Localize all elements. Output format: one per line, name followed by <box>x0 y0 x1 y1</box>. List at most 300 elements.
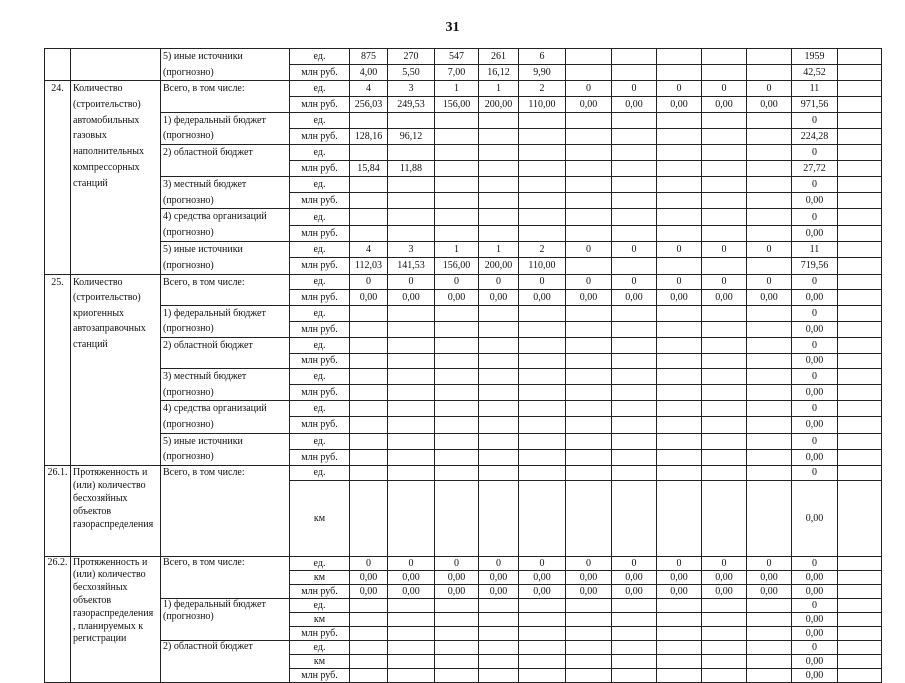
funding-source: 3) местный бюджет (прогнозно) <box>161 369 290 401</box>
value-cell <box>435 480 479 556</box>
value-cell <box>388 626 435 640</box>
value-cell <box>479 401 519 417</box>
value-cell <box>657 369 702 385</box>
value-cell: 0,00 <box>388 584 435 598</box>
value-cell <box>435 353 479 369</box>
value-cell: 0 <box>612 241 657 257</box>
funding-source: Всего, в том числе: <box>161 465 290 556</box>
value-cell <box>657 112 702 128</box>
unit-cell: ед. <box>290 556 350 570</box>
value-cell <box>657 258 702 274</box>
value-cell: 128,16 <box>350 128 388 144</box>
funding-source: 2) областной бюджет <box>161 337 290 368</box>
value-cell: 0,00 <box>657 96 702 112</box>
value-cell <box>566 369 612 385</box>
value-cell <box>519 128 566 144</box>
value-cell <box>612 49 657 65</box>
value-cell: 875 <box>350 49 388 65</box>
value-cell: 0 <box>747 81 792 97</box>
value-cell <box>612 401 657 417</box>
value-cell <box>388 449 435 465</box>
value-cell <box>388 654 435 668</box>
value-cell <box>612 353 657 369</box>
value-cell: 0,00 <box>388 290 435 306</box>
extra-cell <box>838 612 882 626</box>
value-cell <box>435 433 479 449</box>
value-cell <box>479 612 519 626</box>
total-cell: 719,56 <box>792 258 838 274</box>
total-cell: 0,00 <box>792 612 838 626</box>
extra-cell <box>838 81 882 97</box>
value-cell: 270 <box>388 49 435 65</box>
value-cell <box>566 337 612 353</box>
total-cell: 0 <box>792 433 838 449</box>
value-cell <box>519 417 566 433</box>
total-cell: 1959 <box>792 49 838 65</box>
value-cell <box>479 112 519 128</box>
value-cell: 0 <box>702 274 747 290</box>
value-cell <box>566 65 612 81</box>
total-cell: 0,00 <box>792 626 838 640</box>
value-cell: 256,03 <box>350 96 388 112</box>
value-cell <box>657 668 702 682</box>
value-cell <box>479 668 519 682</box>
value-cell: 4,00 <box>350 65 388 81</box>
value-cell: 0,00 <box>612 570 657 584</box>
value-cell: 249,53 <box>388 96 435 112</box>
value-cell <box>747 640 792 654</box>
funding-source: 2) областной бюджет <box>161 640 290 682</box>
total-cell: 0,00 <box>792 353 838 369</box>
value-cell <box>612 385 657 401</box>
extra-cell <box>838 49 882 65</box>
value-cell <box>350 176 388 192</box>
value-cell: 0,00 <box>612 584 657 598</box>
value-cell <box>566 209 612 225</box>
value-cell <box>657 305 702 321</box>
value-cell <box>747 417 792 433</box>
funding-source: 2) областной бюджет <box>161 145 290 177</box>
value-cell: 0,00 <box>747 96 792 112</box>
value-cell <box>519 209 566 225</box>
value-cell <box>479 337 519 353</box>
value-cell <box>388 640 435 654</box>
value-cell <box>435 193 479 209</box>
item-name: Количество (строительство) криогенных автозаправочных станций <box>71 274 161 465</box>
value-cell <box>519 612 566 626</box>
value-cell <box>435 640 479 654</box>
unit-cell: км <box>290 612 350 626</box>
total-cell: 0,00 <box>792 449 838 465</box>
value-cell <box>747 258 792 274</box>
value-cell: 2 <box>519 81 566 97</box>
item-number: 24. <box>45 81 71 275</box>
value-cell <box>479 417 519 433</box>
extra-cell <box>838 176 882 192</box>
value-cell: 0,00 <box>435 290 479 306</box>
value-cell <box>519 353 566 369</box>
value-cell <box>388 598 435 612</box>
unit-cell: млн руб. <box>290 626 350 640</box>
value-cell <box>612 176 657 192</box>
value-cell: 9,90 <box>519 65 566 81</box>
unit-cell: млн руб. <box>290 668 350 682</box>
funding-source: 1) федеральный бюджет (прогнозно) <box>161 112 290 145</box>
value-cell <box>519 160 566 176</box>
value-cell: 1 <box>435 241 479 257</box>
value-cell <box>519 598 566 612</box>
value-cell <box>479 305 519 321</box>
extra-cell <box>838 96 882 112</box>
value-cell <box>657 417 702 433</box>
funding-source: 3) местный бюджет (прогнозно) <box>161 176 290 209</box>
value-cell <box>388 353 435 369</box>
value-cell <box>747 145 792 161</box>
value-cell <box>479 369 519 385</box>
value-cell <box>657 65 702 81</box>
value-cell <box>479 598 519 612</box>
extra-cell <box>838 353 882 369</box>
value-cell <box>747 654 792 668</box>
value-cell <box>388 417 435 433</box>
value-cell: 0,00 <box>747 290 792 306</box>
value-cell <box>350 640 388 654</box>
value-cell <box>747 193 792 209</box>
total-cell: 0 <box>792 209 838 225</box>
unit-cell: млн руб. <box>290 290 350 306</box>
value-cell <box>702 193 747 209</box>
value-cell: 0,00 <box>702 96 747 112</box>
extra-cell <box>838 225 882 241</box>
value-cell <box>702 112 747 128</box>
unit-cell: км <box>290 570 350 584</box>
value-cell: 0 <box>435 556 479 570</box>
total-cell: 971,56 <box>792 96 838 112</box>
value-cell: 0,00 <box>350 584 388 598</box>
value-cell <box>388 305 435 321</box>
value-cell <box>612 225 657 241</box>
value-cell: 0,00 <box>657 570 702 584</box>
value-cell <box>612 598 657 612</box>
total-cell: 0,00 <box>792 654 838 668</box>
value-cell <box>479 321 519 337</box>
value-cell <box>519 654 566 668</box>
value-cell <box>519 369 566 385</box>
extra-cell <box>838 449 882 465</box>
value-cell: 11,88 <box>388 160 435 176</box>
value-cell <box>657 465 702 480</box>
value-cell <box>702 654 747 668</box>
value-cell <box>350 465 388 480</box>
value-cell: 16,12 <box>479 65 519 81</box>
value-cell <box>657 640 702 654</box>
total-cell: 0 <box>792 112 838 128</box>
unit-cell: млн руб. <box>290 96 350 112</box>
total-cell: 0 <box>792 337 838 353</box>
value-cell: 0,00 <box>657 584 702 598</box>
value-cell <box>519 385 566 401</box>
total-cell: 0 <box>792 305 838 321</box>
value-cell <box>388 385 435 401</box>
extra-cell <box>838 598 882 612</box>
value-cell: 0 <box>566 241 612 257</box>
value-cell: 1 <box>479 241 519 257</box>
value-cell: 0,00 <box>435 584 479 598</box>
value-cell <box>747 112 792 128</box>
value-cell <box>519 321 566 337</box>
value-cell <box>657 160 702 176</box>
value-cell: 110,00 <box>519 96 566 112</box>
funding-source: 5) иные источники (прогнозно) <box>161 49 290 81</box>
value-cell <box>657 449 702 465</box>
value-cell: 4 <box>350 241 388 257</box>
extra-cell <box>838 556 882 570</box>
value-cell <box>747 353 792 369</box>
total-cell: 42,52 <box>792 65 838 81</box>
value-cell <box>702 668 747 682</box>
extra-cell <box>838 668 882 682</box>
value-cell <box>350 321 388 337</box>
value-cell <box>350 209 388 225</box>
value-cell: 1 <box>435 81 479 97</box>
funding-table <box>44 48 882 683</box>
value-cell: 0,00 <box>350 290 388 306</box>
value-cell <box>657 626 702 640</box>
value-cell <box>612 369 657 385</box>
value-cell <box>612 654 657 668</box>
value-cell: 0 <box>747 556 792 570</box>
value-cell <box>388 321 435 337</box>
value-cell <box>747 668 792 682</box>
value-cell <box>747 626 792 640</box>
value-cell: 1 <box>479 81 519 97</box>
item-name <box>71 49 161 81</box>
total-cell: 0,00 <box>792 668 838 682</box>
value-cell <box>702 465 747 480</box>
value-cell: 0 <box>350 556 388 570</box>
value-cell <box>747 160 792 176</box>
value-cell <box>435 417 479 433</box>
unit-cell: ед. <box>290 81 350 97</box>
value-cell <box>657 145 702 161</box>
value-cell <box>702 353 747 369</box>
value-cell <box>479 160 519 176</box>
value-cell <box>612 209 657 225</box>
value-cell: 0 <box>612 556 657 570</box>
value-cell <box>479 353 519 369</box>
unit-cell: млн руб. <box>290 449 350 465</box>
value-cell <box>657 353 702 369</box>
value-cell <box>657 176 702 192</box>
funding-source: 1) федеральный бюджет (прогнозно) <box>161 305 290 337</box>
table-row <box>45 640 882 654</box>
value-cell: 0 <box>657 241 702 257</box>
value-cell <box>435 654 479 668</box>
value-cell <box>657 128 702 144</box>
value-cell: 0 <box>388 274 435 290</box>
value-cell <box>350 305 388 321</box>
value-cell <box>479 176 519 192</box>
total-cell: 0 <box>792 556 838 570</box>
value-cell: 261 <box>479 49 519 65</box>
value-cell <box>388 337 435 353</box>
value-cell: 0 <box>435 274 479 290</box>
extra-cell <box>838 209 882 225</box>
total-cell: 0 <box>792 401 838 417</box>
value-cell <box>702 433 747 449</box>
extra-cell <box>838 241 882 257</box>
extra-cell <box>838 626 882 640</box>
funding-source: 1) федеральный бюджет (прогнозно) <box>161 598 290 640</box>
value-cell <box>747 176 792 192</box>
extra-cell <box>838 258 882 274</box>
value-cell: 200,00 <box>479 96 519 112</box>
extra-cell <box>838 65 882 81</box>
extra-cell <box>838 305 882 321</box>
extra-cell <box>838 290 882 306</box>
unit-cell: ед. <box>290 369 350 385</box>
table-row <box>45 49 882 65</box>
value-cell <box>702 417 747 433</box>
value-cell <box>519 480 566 556</box>
funding-source: 5) иные источники (прогнозно) <box>161 241 290 274</box>
value-cell: 5,50 <box>388 65 435 81</box>
value-cell: 3 <box>388 241 435 257</box>
table-row <box>45 112 882 128</box>
value-cell <box>747 128 792 144</box>
value-cell <box>479 626 519 640</box>
value-cell: 0 <box>702 556 747 570</box>
value-cell: 0,00 <box>702 290 747 306</box>
value-cell <box>566 598 612 612</box>
extra-cell <box>838 654 882 668</box>
unit-cell: ед. <box>290 49 350 65</box>
value-cell <box>350 112 388 128</box>
value-cell <box>747 225 792 241</box>
value-cell <box>747 598 792 612</box>
value-cell <box>435 145 479 161</box>
item-name: Протяженность и (или) количество бесхозяйных объектов газораспределения , планируемых к регистрации <box>71 556 161 682</box>
total-cell: 0,00 <box>792 290 838 306</box>
table-row <box>45 176 882 192</box>
value-cell <box>479 433 519 449</box>
value-cell <box>747 209 792 225</box>
value-cell <box>350 598 388 612</box>
value-cell <box>350 433 388 449</box>
total-cell: 0 <box>792 145 838 161</box>
funding-source: 4) средства организаций (прогнозно) <box>161 401 290 433</box>
value-cell <box>519 449 566 465</box>
value-cell: 7,00 <box>435 65 479 81</box>
total-cell: 0 <box>792 369 838 385</box>
value-cell <box>566 225 612 241</box>
value-cell <box>747 480 792 556</box>
funding-source: Всего, в том числе: <box>161 274 290 305</box>
value-cell <box>435 401 479 417</box>
value-cell <box>388 480 435 556</box>
value-cell <box>657 480 702 556</box>
total-cell: 0 <box>792 176 838 192</box>
value-cell <box>350 385 388 401</box>
value-cell <box>435 668 479 682</box>
value-cell <box>657 612 702 626</box>
value-cell <box>435 209 479 225</box>
total-cell: 27,72 <box>792 160 838 176</box>
value-cell <box>435 337 479 353</box>
item-name: Количество (строительство) автомобильных газовых наполнительных компрессорных станций <box>71 81 161 275</box>
value-cell <box>388 112 435 128</box>
value-cell <box>702 258 747 274</box>
total-cell: 11 <box>792 81 838 97</box>
table-row <box>45 556 882 570</box>
value-cell: 0,00 <box>657 290 702 306</box>
value-cell <box>612 640 657 654</box>
value-cell <box>702 626 747 640</box>
value-cell <box>519 176 566 192</box>
value-cell <box>388 176 435 192</box>
value-cell <box>566 449 612 465</box>
extra-cell <box>838 145 882 161</box>
value-cell: 156,00 <box>435 258 479 274</box>
value-cell <box>747 321 792 337</box>
value-cell <box>657 209 702 225</box>
value-cell <box>612 449 657 465</box>
table-row <box>45 274 882 290</box>
value-cell <box>350 668 388 682</box>
value-cell: 0 <box>747 274 792 290</box>
value-cell <box>435 626 479 640</box>
item-number: 26.2. <box>45 556 71 682</box>
extra-cell <box>838 112 882 128</box>
extra-cell <box>838 321 882 337</box>
table-body <box>45 49 882 683</box>
value-cell <box>702 225 747 241</box>
value-cell: 0 <box>519 274 566 290</box>
value-cell: 0 <box>566 274 612 290</box>
value-cell <box>566 145 612 161</box>
value-cell <box>435 160 479 176</box>
value-cell <box>702 209 747 225</box>
unit-cell: ед. <box>290 274 350 290</box>
unit-cell: ед. <box>290 465 350 480</box>
value-cell <box>702 160 747 176</box>
value-cell <box>388 193 435 209</box>
value-cell <box>519 225 566 241</box>
table-row <box>45 337 882 353</box>
value-cell <box>566 401 612 417</box>
unit-cell: млн руб. <box>290 193 350 209</box>
unit-cell: ед. <box>290 176 350 192</box>
value-cell <box>612 612 657 626</box>
value-cell <box>566 385 612 401</box>
value-cell <box>657 654 702 668</box>
total-cell: 0 <box>792 274 838 290</box>
table-row <box>45 305 882 321</box>
value-cell <box>350 401 388 417</box>
value-cell: 0,00 <box>388 570 435 584</box>
value-cell <box>566 654 612 668</box>
total-cell: 0 <box>792 465 838 480</box>
value-cell <box>435 176 479 192</box>
value-cell <box>350 626 388 640</box>
funding-source: 5) иные источники (прогнозно) <box>161 433 290 465</box>
extra-cell <box>838 385 882 401</box>
value-cell: 0,00 <box>519 570 566 584</box>
table-row <box>45 81 882 97</box>
unit-cell: млн руб. <box>290 128 350 144</box>
unit-cell: млн руб. <box>290 258 350 274</box>
value-cell: 0 <box>657 556 702 570</box>
